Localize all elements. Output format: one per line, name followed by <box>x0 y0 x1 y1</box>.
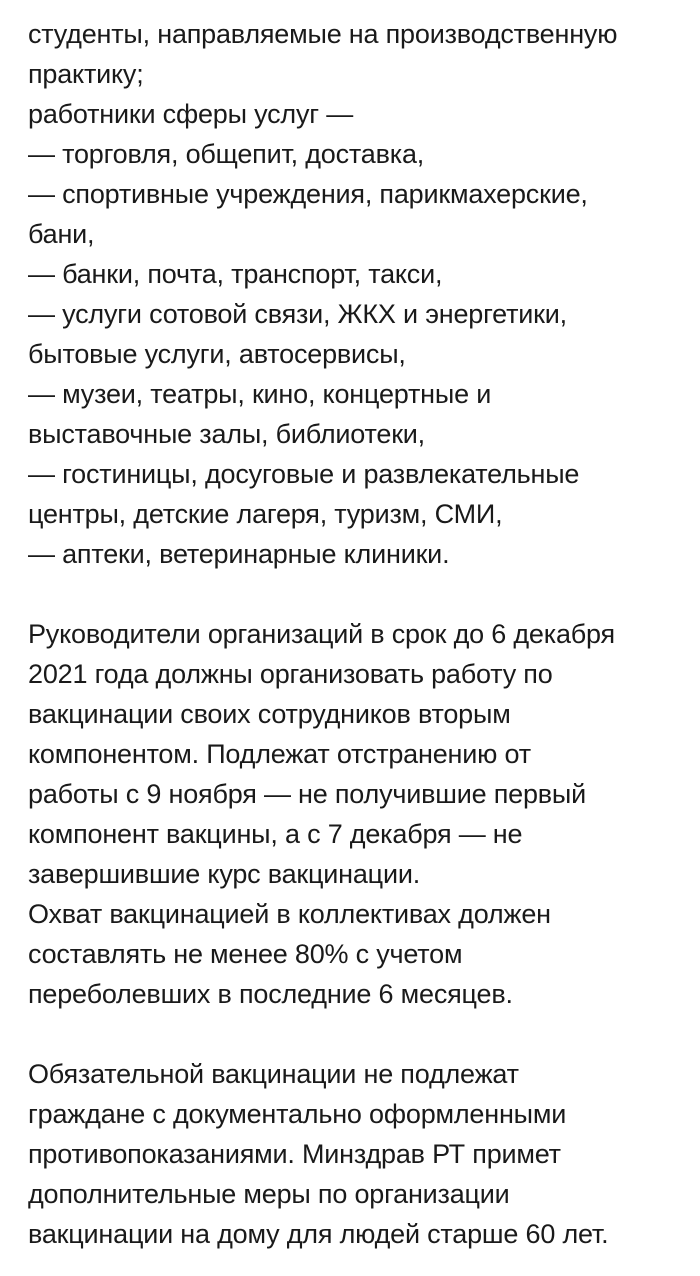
text-line: Охват вакцинацией в коллективах должен <box>28 899 551 929</box>
text-line: работы с 9 ноября — не получившие первый <box>28 779 587 809</box>
text-line: — аптеки, ветеринарные клиники. <box>28 539 450 569</box>
text-line: — гостиницы, досуговые и развлекательные <box>28 459 580 489</box>
text-line: бани, <box>28 219 95 249</box>
paragraph-exemptions <box>0 1054 700 1254</box>
text-line: вакцинации своих сотрудников вторым <box>28 699 511 729</box>
text-line: завершившие курс вакцинации. <box>28 859 421 889</box>
text-line: работники сферы услуг — <box>28 99 354 129</box>
text-line: — услуги сотовой связи, ЖКХ и энергетики, <box>28 299 567 329</box>
text-line: студенты, направляемые на производственную <box>28 19 618 49</box>
text-line: компонентом. Подлежат отстранению от <box>28 739 531 769</box>
text-line: — музеи, театры, кино, концертные и <box>28 379 492 409</box>
paragraph-managers-deadline <box>0 614 700 1014</box>
text-line: вакцинации на дому для людей старше 60 лет. <box>28 1219 609 1249</box>
text-line: выставочные залы, библиотеки, <box>28 419 425 449</box>
text-line: — торговля, общепит, доставка, <box>28 139 425 169</box>
text-line: составлять не менее 80% с учетом <box>28 939 463 969</box>
text-line: компонент вакцины, а с 7 декабря — не <box>28 819 523 849</box>
text-line: 2021 года должны организовать работу по <box>28 659 553 689</box>
text-line: Руководители организаций в срок до 6 декабря <box>28 619 615 649</box>
text-line: граждане с документально оформленными <box>28 1099 567 1129</box>
text-line: — банки, почта, транспорт, такси, <box>28 259 443 289</box>
paragraph-service-workers <box>0 0 700 574</box>
text-line <box>28 0 700 14</box>
text-line: — спортивные учреждения, парикмахерские, <box>28 179 588 209</box>
text-line: бытовые услуги, автосервисы, <box>28 339 406 369</box>
text-line: противопоказаниями. Минздрав РТ примет <box>28 1139 561 1169</box>
text-line: Обязательной вакцинации не подлежат <box>28 1059 519 1089</box>
text-line: практику; <box>28 59 144 89</box>
paragraph-spacer <box>0 1014 700 1054</box>
paragraph-spacer <box>0 574 700 614</box>
text-line: дополнительные меры по организации <box>28 1179 510 1209</box>
text-line: центры, детские лагеря, туризм, СМИ, <box>28 499 503 529</box>
text-line: переболевших в последние 6 месяцев. <box>28 979 513 1009</box>
